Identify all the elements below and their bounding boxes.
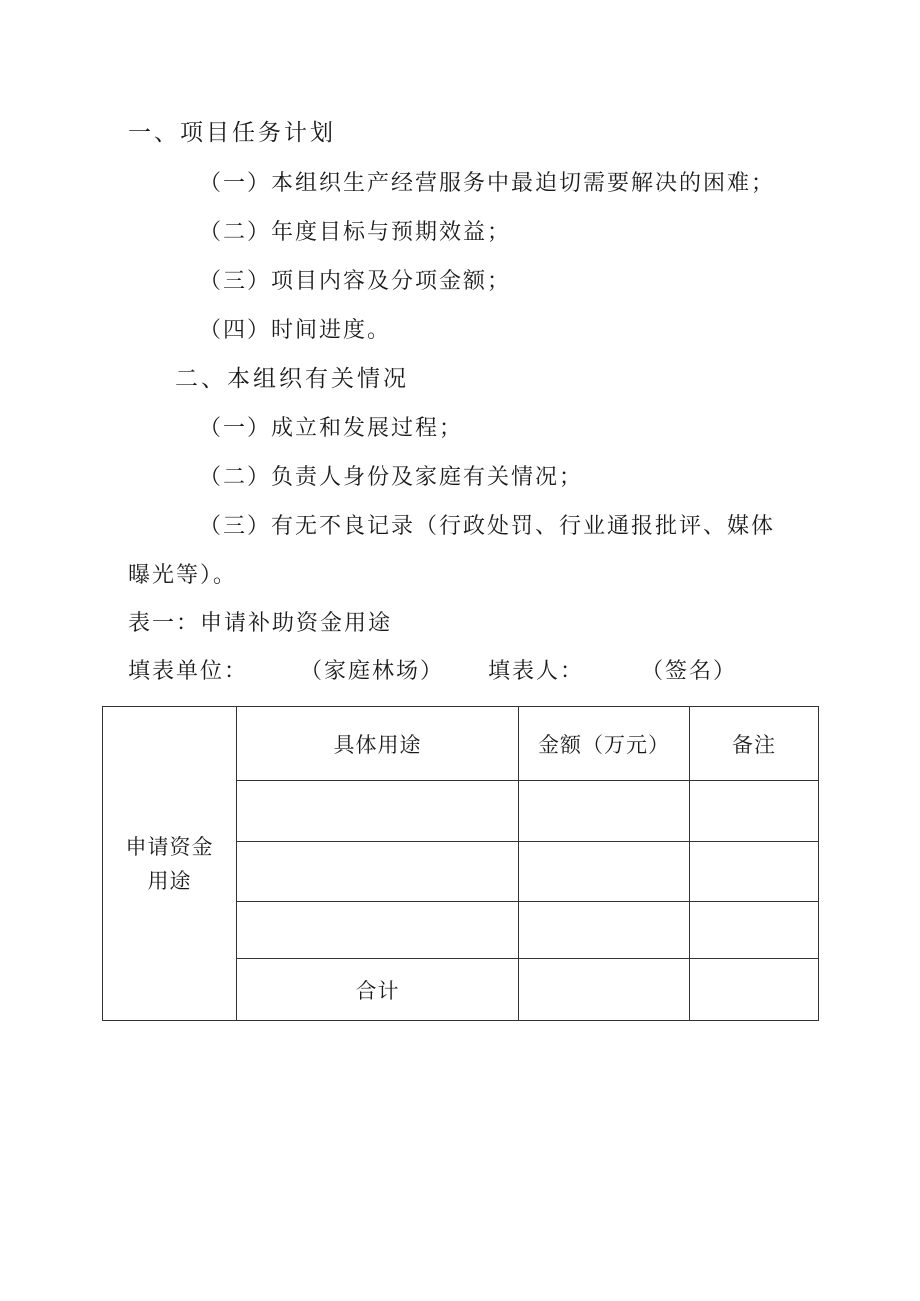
amount-cell[interactable] [519, 781, 690, 842]
total-amount-cell[interactable] [519, 959, 690, 1021]
use-cell[interactable] [237, 842, 519, 902]
unit-label: 填表单位： [128, 659, 249, 684]
filler-label: 填表人： [488, 659, 585, 684]
unit-value: （家庭林场） [300, 659, 445, 684]
section2-item-2: （二）负责人身份及家庭有关情况； [199, 465, 584, 490]
section2-item-1: （一）成立和发展过程； [199, 416, 464, 441]
table-header-row [103, 707, 819, 781]
use-cell[interactable] [237, 902, 519, 959]
filler-value: （签名） [641, 659, 738, 684]
side-label-cell: 申请资金用途 [103, 707, 237, 1021]
funding-usage-table [102, 706, 819, 1021]
remarks-cell[interactable] [690, 842, 819, 902]
total-label: 合计 [237, 959, 519, 1021]
amount-cell[interactable] [519, 902, 690, 959]
remarks-cell[interactable] [690, 902, 819, 959]
header-remarks: 备注 [690, 707, 819, 781]
section1-title: 一、项目任务计划 [128, 120, 336, 146]
section2-title: 二、本组织有关情况 [175, 366, 409, 392]
section1-item-4: （四）时间进度。 [199, 318, 392, 343]
header-specific-use: 具体用途 [237, 707, 519, 781]
use-cell[interactable] [237, 781, 519, 842]
total-remarks-cell[interactable] [690, 959, 819, 1021]
section1-item-1: （一）本组织生产经营服务中最迫切需要解决的困难； [199, 171, 776, 196]
fill-info-row [128, 657, 828, 687]
section2-item-3-line2: 曝光等）。 [128, 563, 238, 588]
remarks-cell[interactable] [690, 781, 819, 842]
section1-item-2: （二）年度目标与预期效益； [199, 220, 512, 245]
section2-item-3-line1: （三）有无不良记录（行政处罚、行业通报批评、媒体 [199, 514, 776, 539]
table-caption: 表一：申请补助资金用途 [128, 611, 393, 636]
amount-cell[interactable] [519, 842, 690, 902]
section1-item-3: （三）项目内容及分项金额； [199, 269, 512, 294]
header-amount: 金额（万元） [519, 707, 690, 781]
